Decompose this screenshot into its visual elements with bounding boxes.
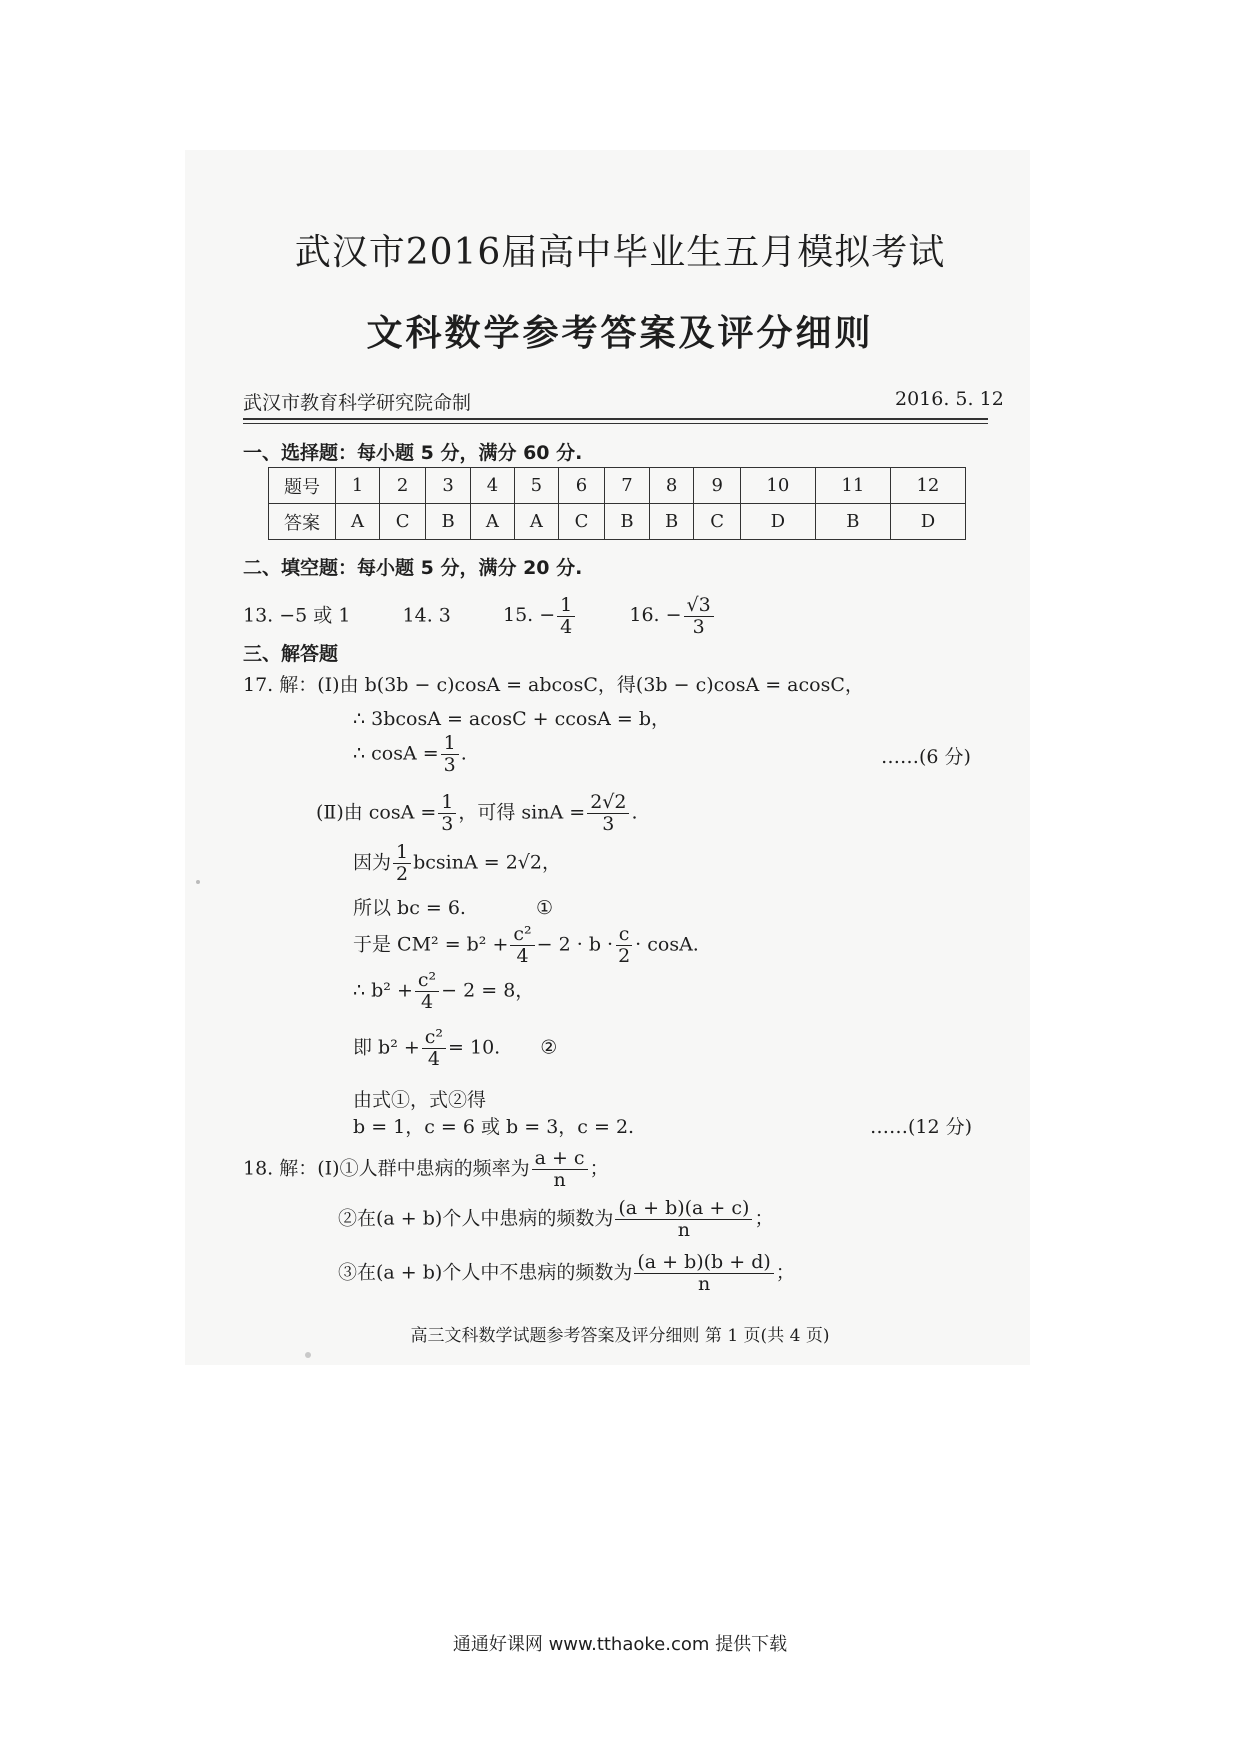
q17-line-3: ∴ cosA = $\frac{1}{3}$ . [353,732,467,776]
fill-answers [243,595,716,638]
scan-speck [305,1352,311,1358]
section-heading-choice: 一、选择题：每小题 5 分，满分 60 分. [243,442,583,464]
answer-14: 14. 3 [402,604,451,627]
question-number: 11 [815,468,890,504]
question-number: 2 [379,468,425,504]
table-header-cell: 答案 [269,504,336,540]
score-marker: ……(6 分) [881,746,971,768]
answer-cell: C [379,504,425,540]
score-marker: ……(12 分) [870,1116,973,1138]
q18-line-3: ③在(a + b)个人中不患病的频数为 $\frac{(a + b)(b + d)}{n}$ ； [338,1251,795,1295]
section-heading-solve: 三、解答题 [243,643,339,665]
q17-line-5: 因为 $\frac{1}{2}$ bcsinA = 2√2， [353,841,561,885]
answer-cell: C [558,504,604,540]
question-number: 5 [514,468,558,504]
answer-16: 16. − $\frac{√3}{3}$ [629,604,715,626]
q17-line-7: 于是 CM² = b² + $\frac{\text{c²}}{4}$ − 2 · b · $\frac{c}{2}$ · cosA. [353,923,699,967]
source-watermark: 通通好课网 www.tthaoke.com 提供下载 [452,1634,788,1655]
answer-cell: B [815,504,890,540]
issue-date: 2016. 5. 12 [895,388,1004,410]
question-number: 3 [426,468,471,504]
question-number: 8 [649,468,694,504]
q17-line-9: 即 b² + $\frac{\text{c²}}{4}$ = 10. ② [353,1026,558,1070]
q17-line-8: ∴ b² + $\frac{\text{c²}}{4}$ − 2 = 8， [353,969,535,1013]
q17-line-11: b = 1，c = 6 或 b = 3，c = 2. [353,1116,635,1138]
header-rule [243,418,988,420]
question-number: 1 [336,468,380,504]
answer-table [268,467,966,540]
table-row [269,468,966,504]
q17-line-2: ∴ 3bcosA = acosC + ccosA = b， [353,708,670,730]
answer-cell: D [890,504,965,540]
document-title: 文科数学参考答案及评分细则 [366,313,874,354]
header-rule [243,423,988,424]
answer-15: 15. − $\frac{1}{4}$ [503,604,577,626]
question-number: 4 [470,468,514,504]
question-number: 6 [558,468,604,504]
question-number: 7 [605,468,650,504]
answer-13: 13. −5 或 1 [243,604,351,627]
q18-line-1: 18. 解：(Ⅰ)①人群中患病的频率为 $\frac{a + c}{n}$ ； [243,1147,609,1191]
q17-line-4: (Ⅱ)由 cosA = $\frac{1}{3}$ ，可得 sinA = $\frac{2√2}{3}$ . [316,791,638,835]
issuing-organization: 武汉市教育科学研究院命制 [243,392,472,414]
q17-line-1: 17. 解：(Ⅰ)由 b(3b − c)cosA = abcosC，得(3b − c)cosA = acosC， [243,674,864,696]
answer-cell: B [649,504,694,540]
exam-title: 武汉市2016届高中毕业生五月模拟考试 [294,232,946,273]
table-header-cell: 题号 [269,468,336,504]
equation-marker-1: ① [535,897,554,919]
answer-cell: A [336,504,380,540]
q18-line-2: ②在(a + b)个人中患病的频数为 $\frac{(a + b)(a + c)}{n}$ ； [338,1197,774,1241]
answer-cell: D [740,504,815,540]
q17-line-10: 由式①，式②得 [353,1089,487,1111]
question-number: 9 [694,468,740,504]
question-number: 12 [890,468,965,504]
answer-cell: B [426,504,471,540]
scan-speck [196,880,200,884]
equation-marker-2: ② [540,1036,558,1059]
page-footer: 高三文科数学试题参考答案及评分细则 第 1 页(共 4 页) [410,1326,830,1346]
answer-cell: A [470,504,514,540]
table-row [269,504,966,540]
section-heading-fill: 二、填空题：每小题 5 分，满分 20 分. [243,557,583,579]
answer-cell: C [694,504,740,540]
answer-cell: B [605,504,650,540]
q17-line-6: 所以 bc = 6. ① [353,897,554,919]
question-number: 10 [740,468,815,504]
answer-cell: A [514,504,558,540]
